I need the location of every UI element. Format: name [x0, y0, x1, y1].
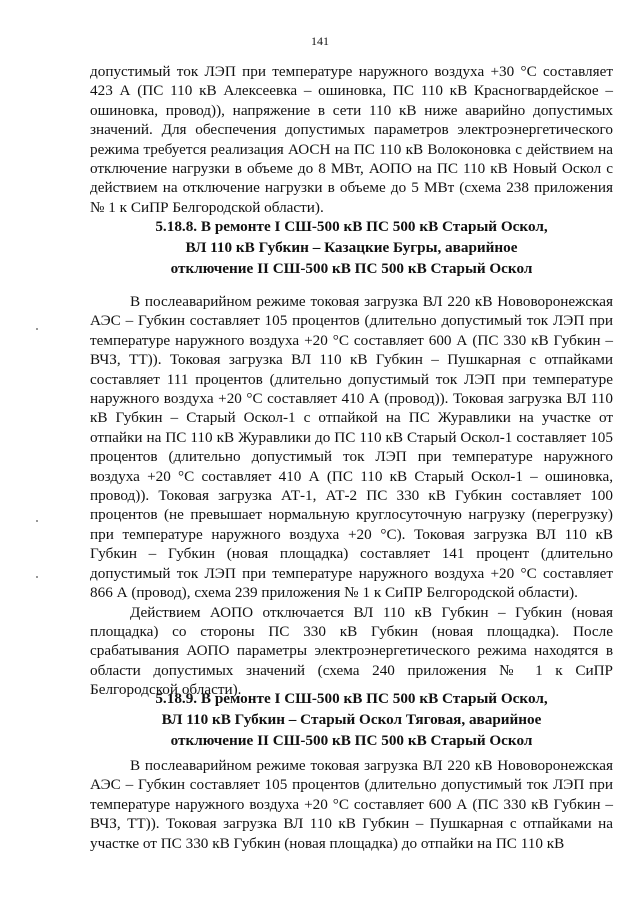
heading-line: 5.18.8. В ремонте I СШ-500 кВ ПС 500 кВ Старый Оскол,	[155, 218, 548, 235]
section-body-5-18-9	[90, 756, 613, 853]
paragraph: В послеаварийном режиме токовая загрузка ВЛ 220 кВ Нововоронежская АЭС – Губкин составляет 105 процентов (длительно допустимый ток ЛЭП при температуре наружного воздуха +20 °С составляет 600 А (ПС 330 кВ Губкин – ВЧЗ, ТТ)). Токовая загрузка ВЛ 110 кВ Губкин – Пушкарная с отпайками составляет 111 процентов (длительно допустимый ток ЛЭП при температуре наружного воздуха +20 °С составляет 410 А (провод)). Токовая загрузка ВЛ 110 кВ Губкин – Старый Оскол-1 с отпайкой на ПС Журавлики на участке от отпайки на ПС 110 кВ Журавлики до ПС 110 кВ Старый Оскол-1 составляет 105 процентов (длительно допустимый ток ЛЭП при температуре наружного воздуха +20 °С составляет 410 А (ПС 110 кВ Старый Оскол-1 – ошиновка, провод)). Токовая загрузка АТ-1, АТ-2 ПС 330 кВ Губкин составляет 100 процентов (не превышает нормальную круглосуточную нагрузку (перегрузку) при температуре наружного воздуха +20 °С). Токовая загрузка ВЛ 110 кВ Губкин – Губкин (новая площадка) составляет 141 процент (длительно допустимый ток ЛЭП при температуре наружного воздуха +20 °С составляет 866 А (провод), схема 239 приложения № 1 к СиПР Белгородской области).	[90, 293, 613, 602]
heading-line: отключение II СШ-500 кВ ПС 500 кВ Старый Оскол	[170, 260, 533, 277]
scan-speck	[36, 328, 38, 330]
section-heading-5-18-8	[90, 216, 613, 279]
intro-paragraph	[90, 62, 613, 217]
scan-speck	[36, 576, 38, 578]
page-number: 141	[311, 34, 329, 48]
paragraph: Действием АОПО отключается ВЛ 110 кВ Губкин – Губкин (новая площадка) со стороны ПС 330 кВ Губкин (новая площадка). После срабатывания АОПО параметры электроэнергетического режима находятся в области допустимых значений (схема 240 приложения № 1 к СиПР Белгородской области).	[90, 603, 613, 699]
section-heading-5-18-9	[90, 688, 613, 751]
heading-line: отключение II СШ-500 кВ ПС 500 кВ Старый Оскол	[170, 732, 533, 749]
intro-text: допустимый ток ЛЭП при температуре наружного воздуха +30 °С составляет 423 А (ПС 110 кВ Алексеевка – ошиновка, ПС 110 кВ Красногвардейское – ошиновка, провод)), напряжение в сети 110 кВ ниже аварийно допустимых значений. Для обеспечения допустимых параметров электроэнергетического режима требуется реализация АОСН на ПС 110 кВ Волоконовка с действием на отключение нагрузки в объеме до 8 МВт, АОПО на ПС 110 кВ Новый Оскол с действием на отключение нагрузки в объеме до 5 МВт (схема 238 приложения № 1 к СиПР Белгородской области).	[90, 63, 613, 216]
section-body-5-18-8	[90, 292, 613, 700]
heading-line: 5.18.9. В ремонте I СШ-500 кВ ПС 500 кВ Старый Оскол,	[155, 690, 548, 707]
scan-speck	[36, 520, 38, 522]
heading-line: ВЛ 110 кВ Губкин – Казацкие Бугры, аварийное	[185, 239, 518, 256]
heading-line: ВЛ 110 кВ Губкин – Старый Оскол Тяговая, аварийное	[161, 711, 542, 728]
paragraph: В послеаварийном режиме токовая загрузка ВЛ 220 кВ Нововоронежская АЭС – Губкин составляет 105 процентов (длительно допустимый ток ЛЭП при температуре наружного воздуха +20 °С составляет 600 А (ПС 330 кВ Губкин – ВЧЗ, ТТ)). Токовая загрузка ВЛ 110 кВ Губкин – Пушкарная с отпайками на участке от ПС 330 кВ Губкин (новая площадка) до отпайки на ПС 110 кВ	[90, 757, 613, 852]
